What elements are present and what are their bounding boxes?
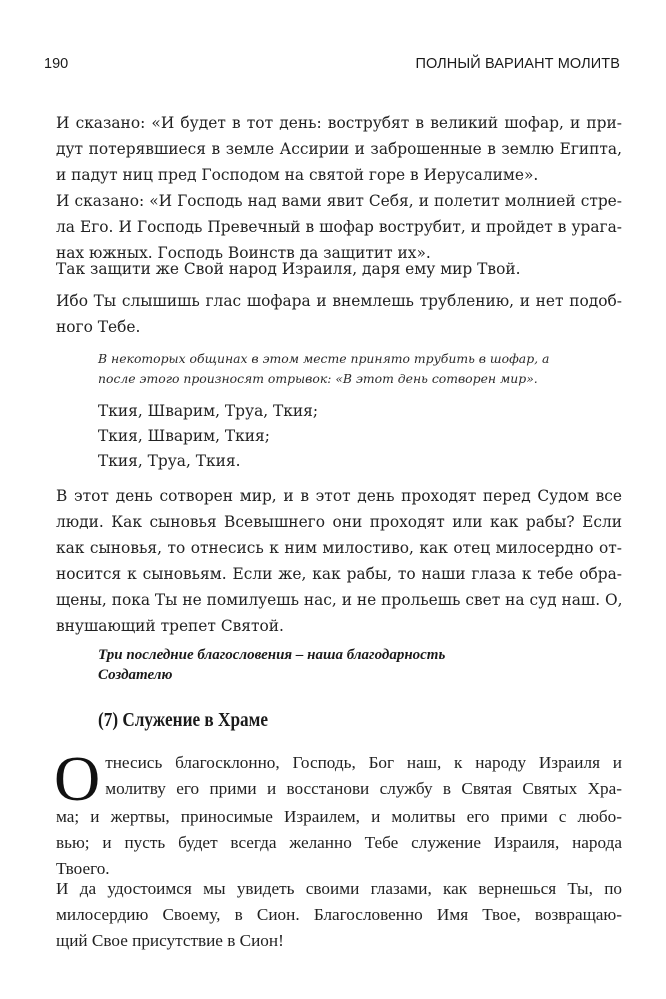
note-line: В некоторых общинах в этом месте принято трубить в шофар, а [98, 351, 550, 366]
text-line: ма; и жертвы, приносимые Израилем, и молитвы его прими с любо- [56, 807, 622, 826]
text-line: щены, пока Ты не помилуешь нас, и не прольешь свет на суд наш. О, [56, 591, 623, 609]
section-heading: (7) Служение в Храме [98, 709, 268, 731]
note-line: Создателю [98, 667, 173, 683]
paragraph-protect-people [56, 256, 622, 282]
text-line: И да удостоимся мы увидеть своими глазами, как вернешься Ты, по [56, 879, 622, 898]
text-line: Твоего. [56, 859, 110, 878]
text-line: щий Свое присутствие в Сион! [56, 931, 284, 950]
text-line: носится к сыновьям. Если же, как рабы, то наши глаза к тебе обра- [56, 565, 622, 583]
note-line: после этого произносят отрывок: «В этот день сотворен мир». [98, 371, 538, 386]
paragraph-return-to-zion [56, 876, 622, 954]
text-line: и падут ниц пред Господом на святой горе в Иерусалиме». [56, 166, 539, 184]
shofar-blast-sequence [98, 399, 318, 474]
text-line: молитву его прими и восстанови службу в Святая Святых Хра- [105, 779, 622, 798]
running-title: ПОЛНЫЙ ВАРИАНТ МОЛИТВ [415, 56, 620, 72]
text-line: тнесись благосклонно, Господь, Бог наш, к народу Израиля и [105, 753, 622, 772]
paragraph-lord-appears-quote [56, 188, 622, 266]
running-header [44, 56, 620, 76]
text-line: внушающий трепет Святой. [56, 617, 284, 635]
text-line: Так защити же Свой народ Израиля, даря ему мир Твой. [56, 260, 521, 278]
paragraph-temple-service [54, 743, 622, 882]
instruction-note [98, 349, 578, 389]
paragraph-shofar-quote [56, 110, 622, 188]
text-line: Ибо Ты слышишь глас шофара и внемлешь трублению, и нет подоб- [56, 292, 622, 310]
text-line: вью; и пусть будет всегда желанно Тебе служение Израиля, народа [56, 833, 622, 852]
blast-line: Ткия, Труа, Ткия. [98, 452, 241, 470]
section-subtitle-note [98, 645, 568, 685]
text-line: милосердию Своему, в Сион. Благословенно Имя Твое, возвращаю- [56, 905, 622, 924]
text-line: И сказано: «И будет в тот день: вострубят в великий шофар, и при- [56, 114, 622, 132]
text-line: В этот день сотворен мир, и в этот день проходят перед Судом все [56, 487, 622, 505]
paragraph-judgment-day [56, 483, 622, 639]
text-line: люди. Как сыновья Всевышнего они проходят или как рабы? Если [56, 513, 622, 531]
blast-line: Ткия, Шварим, Ткия; [98, 427, 270, 445]
blast-line: Ткия, Шварим, Труа, Ткия; [98, 402, 319, 420]
drop-cap: О [54, 743, 101, 814]
page-number: 190 [44, 56, 69, 72]
paragraph-hear-shofar [56, 288, 622, 340]
note-line: Три последние благословения – наша благодарность [98, 647, 446, 663]
text-line: И сказано: «И Господь над вами явит Себя, и полетит молнией стре- [56, 192, 622, 210]
text-line: ного Тебе. [56, 318, 141, 336]
text-line: как сыновья, то отнесись к ним милостиво, как отец милосердно от- [56, 539, 622, 557]
text-line: нах южных. Господь Воинств да защитит их». [56, 244, 431, 262]
text-line: ла Его. И Господь Превечный в шофар вострубит, и пройдет в урага- [56, 218, 622, 236]
text-line: дут потерявшиеся в земле Ассирии и заброшенные в землю Египта, [56, 140, 622, 158]
